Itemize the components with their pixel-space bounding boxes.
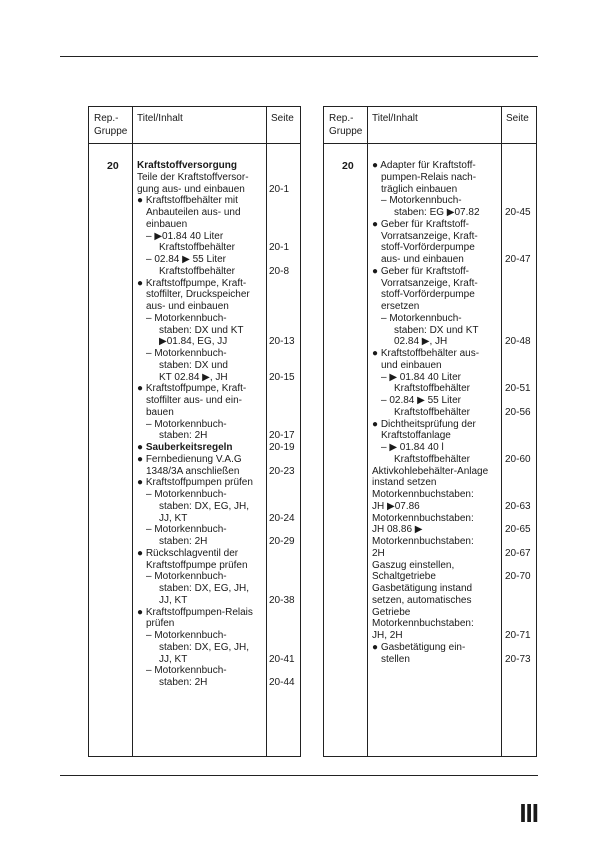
toc-line [137, 548, 301, 560]
toc-line-page [269, 254, 301, 266]
toc-line-page [505, 536, 537, 548]
toc-line-page: 20-71 [505, 630, 531, 641]
toc-line-page: 20-60 [505, 453, 531, 465]
toc-line [372, 254, 537, 266]
toc-line-page: 20-51 [505, 383, 531, 395]
toc-line-page [269, 501, 301, 513]
toc-line [137, 454, 301, 466]
toc-table-left [88, 106, 301, 757]
toc-line-text: Anbauteilen aus- und [146, 207, 241, 218]
toc-line-text: Motorkennbuchstaben: [372, 536, 474, 547]
toc-line-text: staben: 2H [159, 430, 208, 442]
toc-line-page [269, 607, 301, 619]
toc-line [137, 419, 301, 431]
toc-line-text: staben: DX und [159, 359, 228, 371]
toc-line-text: JJ, KT [159, 512, 188, 524]
toc-line [372, 207, 537, 219]
toc-line-page [269, 348, 301, 360]
toc-line-page [505, 325, 537, 337]
toc-line [372, 430, 537, 442]
toc-line-page [505, 477, 537, 489]
toc-line [372, 595, 537, 607]
header-titel-inhalt: Titel/Inhalt [372, 113, 418, 124]
toc-line-page: 20-67 [505, 547, 531, 559]
toc-line-page [269, 195, 301, 207]
toc-line [372, 642, 537, 654]
toc-line-text: Kraftstoffversorgung [137, 160, 238, 171]
toc-line-text: ● Kraftstoffbehälter aus- [372, 348, 480, 359]
toc-line-text: träglich einbauen [381, 183, 458, 195]
toc-line-page [269, 665, 301, 677]
header-rep-gruppe: Rep.- Gruppe [329, 113, 363, 137]
toc-line-text: JH, 2H [372, 630, 403, 641]
toc-line [137, 654, 301, 666]
toc-line-page: 20-41 [269, 653, 295, 665]
toc-line-page [269, 583, 301, 595]
toc-line-page: 20-73 [505, 653, 531, 665]
toc-line [372, 571, 537, 583]
toc-line-page: 20-23 [269, 465, 295, 477]
toc-line-text: Kraftstoffbehälter [159, 242, 235, 254]
toc-line-page [505, 430, 537, 442]
toc-line-text: – Motorkennbuch- [146, 665, 227, 677]
toc-line-page: 20-17 [269, 430, 295, 442]
group-number: 20 [342, 160, 354, 172]
toc-line-text: JJ, KT [159, 653, 188, 665]
toc-line [372, 172, 537, 184]
toc-line-page [269, 219, 301, 231]
column-divider [367, 107, 368, 756]
toc-line-text: setzen, automatisches [372, 594, 472, 606]
toc-line [137, 430, 301, 442]
toc-line-text: staben: DX, EG, JH, [159, 641, 250, 653]
toc-line [372, 195, 537, 207]
toc-line-text: Motorkennbuchstaben: [372, 512, 474, 524]
header-divider [89, 143, 300, 144]
toc-line [137, 207, 301, 219]
toc-line-text: – 02.84 ▶ 55 Liter [146, 254, 226, 265]
toc-line-page [269, 407, 301, 419]
toc-line-page: 20-70 [505, 571, 531, 583]
toc-line [372, 583, 537, 595]
toc-line-text: – ▶ 01.84 40 l [381, 442, 444, 453]
toc-line [137, 266, 301, 278]
toc-line [137, 278, 301, 290]
toc-line-page: 20-19 [269, 442, 295, 453]
toc-line [137, 466, 301, 478]
toc-line [137, 360, 301, 372]
toc-line [137, 231, 301, 243]
toc-line-page [505, 231, 537, 243]
toc-entries-right [372, 160, 537, 665]
toc-line-page [505, 372, 537, 384]
toc-line-page: 20-29 [269, 536, 295, 547]
toc-line [137, 618, 301, 630]
toc-line-text: – Motorkennbuch- [146, 571, 227, 583]
toc-line-text: staben: DX und KT [159, 324, 244, 336]
toc-line-page [269, 524, 301, 536]
toc-line-page [269, 454, 301, 466]
toc-line [372, 560, 537, 572]
toc-line-page [505, 301, 537, 313]
toc-table-right [323, 106, 537, 757]
toc-line-page: 20-38 [269, 594, 295, 606]
toc-line [137, 195, 301, 207]
toc-line [137, 325, 301, 337]
toc-line-page [269, 325, 301, 337]
toc-line-page [505, 466, 537, 478]
toc-line-page [269, 207, 301, 219]
toc-line-page [505, 289, 537, 301]
toc-line-text: ● Gasbetätigung ein- [372, 641, 466, 653]
toc-line-text: ● Dichtheitsprüfung der [372, 418, 476, 430]
toc-line [372, 618, 537, 630]
header-rep-gruppe: Rep.- Gruppe [94, 113, 128, 137]
toc-line-page [505, 266, 537, 278]
toc-line-text: – Motorkennbuch- [381, 312, 462, 324]
toc-line-text: Kraftstoffbehälter [159, 265, 235, 277]
header-seite: Seite [271, 113, 294, 124]
toc-line-page [505, 219, 537, 231]
toc-line-text: 2H [372, 547, 385, 559]
toc-line-text: und einbauen [381, 359, 442, 371]
toc-line [137, 219, 301, 231]
toc-line-text: Kraftstoffbehälter [394, 406, 470, 418]
toc-line [372, 477, 537, 489]
toc-line-text: – Motorkennbuch- [146, 630, 227, 641]
toc-line-page [505, 642, 537, 654]
toc-line [137, 560, 301, 572]
toc-line [372, 466, 537, 478]
toc-line-text: ● Kraftstoffpumpe, Kraft- [137, 277, 247, 289]
toc-line-text: ● Fernbedienung V.A.G [137, 453, 242, 465]
toc-line [372, 266, 537, 278]
toc-line-text: stoffilter aus- und ein- [146, 395, 242, 406]
toc-line-text: aus- und einbauen [381, 254, 464, 265]
toc-line [372, 607, 537, 619]
toc-line-page [269, 160, 301, 172]
toc-line-page [269, 289, 301, 301]
toc-line-text: Gaszug einstellen, [372, 559, 455, 571]
group-number: 20 [107, 160, 119, 172]
toc-line-page: 20-15 [269, 371, 295, 383]
toc-line-text: ersetzen [381, 301, 420, 312]
toc-line-text: JH 08.86 ▶ [372, 524, 423, 536]
toc-line-page [269, 360, 301, 372]
toc-line [137, 489, 301, 501]
toc-line [372, 395, 537, 407]
toc-line-text: ● Geber für Kraftstoff- [372, 265, 470, 277]
toc-line [137, 348, 301, 360]
toc-line-page [505, 278, 537, 290]
toc-line [137, 313, 301, 325]
toc-line [372, 313, 537, 325]
toc-line-text: Kraftstoffanlage [381, 430, 451, 442]
toc-line-text: ● Geber für Kraftstoff- [372, 218, 470, 230]
toc-line-page [505, 618, 537, 630]
toc-line [137, 501, 301, 513]
toc-line [372, 489, 537, 501]
toc-line [137, 407, 301, 419]
toc-line [372, 242, 537, 254]
toc-line [137, 665, 301, 677]
toc-line [137, 336, 301, 348]
toc-line-page: 20-65 [505, 524, 531, 536]
toc-line-page [269, 231, 301, 243]
toc-line [137, 477, 301, 489]
toc-line-page [269, 313, 301, 325]
toc-line-page [505, 242, 537, 254]
toc-line-text: staben: 2H [159, 536, 208, 547]
toc-line [137, 383, 301, 395]
toc-line-text: stoff-Vorförderpumpe [381, 242, 475, 254]
toc-line-page [269, 489, 301, 501]
toc-line-text: Vorratsanzeige, Kraft- [381, 277, 478, 289]
toc-line [137, 395, 301, 407]
toc-line-page [269, 395, 301, 407]
toc-line [372, 348, 537, 360]
toc-line [137, 184, 301, 196]
toc-line-text: – 02.84 ▶ 55 Liter [381, 395, 461, 406]
toc-line-page [269, 301, 301, 313]
top-rule [60, 56, 538, 57]
toc-line-page: 20-8 [269, 265, 290, 277]
toc-line-text: 02.84 ▶, JH [394, 336, 448, 348]
toc-line [372, 501, 537, 513]
toc-line-text: – ▶ 01.84 40 Liter [381, 371, 461, 383]
toc-line-text: staben: DX, EG, JH, [159, 500, 250, 512]
toc-line [372, 289, 537, 301]
toc-line-text: Teile der Kraftstoffversor- [137, 171, 249, 183]
toc-line-text: bauen [146, 406, 174, 418]
toc-line-page [505, 184, 537, 196]
toc-line-page [505, 513, 537, 525]
toc-line-text: ● Kraftstoffpumpen-Relais [137, 606, 253, 618]
toc-line [372, 325, 537, 337]
toc-line-page: 20-45 [505, 207, 531, 218]
toc-line-text: – Motorkennbuch- [146, 312, 227, 324]
toc-line-page [505, 419, 537, 431]
toc-line-text: 1348/3A anschließen [146, 465, 240, 477]
toc-line-text: ▶01.84, EG, JJ [159, 336, 228, 348]
page-number: III [519, 798, 538, 828]
toc-line-page [505, 395, 537, 407]
toc-line-text: stellen [381, 653, 410, 665]
header-seite: Seite [506, 113, 529, 124]
toc-line-page [505, 595, 537, 607]
toc-line-page [269, 548, 301, 560]
toc-line [137, 254, 301, 266]
toc-line-page [505, 348, 537, 360]
toc-line [372, 419, 537, 431]
toc-line [372, 524, 537, 536]
toc-line-page [505, 313, 537, 325]
toc-line [372, 513, 537, 525]
toc-line-page [505, 442, 537, 454]
toc-line-text: ● Kraftstoffbehälter mit [137, 195, 238, 207]
toc-line-text: Vorratsanzeige, Kraft- [381, 230, 478, 242]
toc-line-text: Kraftstoffbehälter [394, 383, 470, 395]
toc-line-text: JJ, KT [159, 594, 188, 606]
toc-line-text: ● Kraftstoffpumpe, Kraft- [137, 383, 247, 395]
toc-line [372, 372, 537, 384]
toc-line-page: 20-1 [269, 242, 290, 254]
toc-line-text: ● Adapter für Kraftstoff- [372, 160, 476, 171]
toc-line-text: Schaltgetriebe [372, 571, 436, 583]
toc-line-text: staben: DX und KT [394, 324, 479, 336]
toc-line-page [505, 560, 537, 572]
toc-line-page [269, 477, 301, 489]
toc-line-text: Getriebe [372, 606, 411, 618]
toc-line [372, 383, 537, 395]
toc-line-page [269, 560, 301, 572]
toc-line-text: ● Rückschlagventil der [137, 547, 239, 559]
toc-line [372, 219, 537, 231]
toc-line-page: 20-24 [269, 512, 295, 524]
toc-line-text: Kraftstoffpumpe prüfen [146, 559, 248, 571]
toc-entries-left [137, 160, 301, 689]
toc-line [372, 278, 537, 290]
toc-line-text: staben: DX, EG, JH, [159, 583, 250, 594]
toc-line [372, 407, 537, 419]
toc-line [372, 184, 537, 196]
toc-line [372, 630, 537, 642]
toc-line-text: – Motorkennbuch- [381, 195, 462, 207]
toc-line [137, 642, 301, 654]
toc-line [137, 607, 301, 619]
toc-line-page: 20-56 [505, 406, 531, 418]
toc-line [372, 336, 537, 348]
toc-line [372, 301, 537, 313]
toc-line [137, 630, 301, 642]
toc-line-page [505, 195, 537, 207]
toc-line-text: JH ▶07.86 [372, 500, 420, 512]
toc-line-page [269, 278, 301, 290]
toc-line-text: einbauen [146, 218, 188, 230]
bottom-rule [60, 775, 538, 776]
toc-line [137, 289, 301, 301]
toc-line [137, 372, 301, 384]
toc-line-text: instand setzen [372, 477, 437, 489]
toc-line [137, 301, 301, 313]
toc-line-text: ● Kraftstoffpumpen prüfen [137, 477, 253, 489]
toc-line [137, 571, 301, 583]
toc-line-text: stoff-Vorförderpumpe [381, 289, 475, 301]
toc-line [372, 536, 537, 548]
toc-line [372, 548, 537, 560]
toc-line-page [505, 172, 537, 184]
toc-line-text: Motorkennbuchstaben: [372, 489, 474, 500]
toc-line [372, 160, 537, 172]
toc-line-text: – ▶01.84 40 Liter [146, 230, 224, 242]
toc-line [137, 595, 301, 607]
toc-line [137, 536, 301, 548]
toc-line [137, 524, 301, 536]
toc-line [372, 442, 537, 454]
toc-line-page [269, 618, 301, 630]
toc-line-page [505, 160, 537, 172]
toc-line-text: – Motorkennbuch- [146, 418, 227, 430]
header-titel-inhalt: Titel/Inhalt [137, 113, 183, 124]
toc-line-page [505, 360, 537, 372]
toc-line-text: – Motorkennbuch- [146, 524, 227, 536]
toc-line-text: Aktivkohlebehälter-Anlage [372, 465, 489, 477]
toc-line-text: ● Sauberkeitsregeln [137, 442, 233, 453]
toc-line [137, 242, 301, 254]
toc-line-page: 20-44 [269, 677, 295, 688]
toc-line [137, 583, 301, 595]
toc-line [137, 513, 301, 525]
toc-line-text: – Motorkennbuch- [146, 489, 227, 500]
toc-line [137, 677, 301, 689]
toc-line-page [269, 172, 301, 184]
toc-line-page: 20-13 [269, 336, 295, 348]
toc-line [137, 172, 301, 184]
toc-line-text: Kraftstoffbehälter [394, 453, 470, 465]
toc-line-page [269, 419, 301, 431]
toc-line [372, 231, 537, 243]
toc-line-page [505, 583, 537, 595]
toc-line-text: staben: 2H [159, 677, 208, 688]
toc-line-page: 20-63 [505, 500, 531, 512]
toc-line-page: 20-47 [505, 254, 531, 265]
toc-line-page [505, 489, 537, 501]
toc-line-text: – Motorkennbuch- [146, 348, 227, 359]
toc-line-text: Gasbetätigung instand [372, 583, 473, 594]
toc-line-page [505, 607, 537, 619]
column-divider [132, 107, 133, 756]
header-divider [324, 143, 536, 144]
toc-line-text: aus- und einbauen [146, 301, 229, 312]
toc-line-page: 20-1 [269, 183, 290, 195]
toc-line-page [269, 642, 301, 654]
toc-line-text: KT 02.84 ▶, JH [159, 371, 228, 383]
toc-line [372, 454, 537, 466]
toc-line-text: prüfen [146, 618, 175, 630]
toc-line [372, 360, 537, 372]
toc-line-text: Motorkennbuchstaben: [372, 618, 474, 630]
toc-line-text: gung aus- und einbauen [137, 183, 245, 195]
toc-line-page [269, 630, 301, 642]
toc-line-text: staben: EG ▶07.82 [394, 207, 480, 218]
toc-line-page [269, 571, 301, 583]
toc-line-text: pumpen-Relais nach- [381, 171, 477, 183]
toc-line-page [269, 383, 301, 395]
toc-line-page: 20-48 [505, 336, 531, 348]
toc-line [372, 654, 537, 666]
toc-line-text: stoffilter, Druckspeicher [146, 289, 250, 301]
toc-line [137, 442, 301, 454]
toc-line [137, 160, 301, 172]
